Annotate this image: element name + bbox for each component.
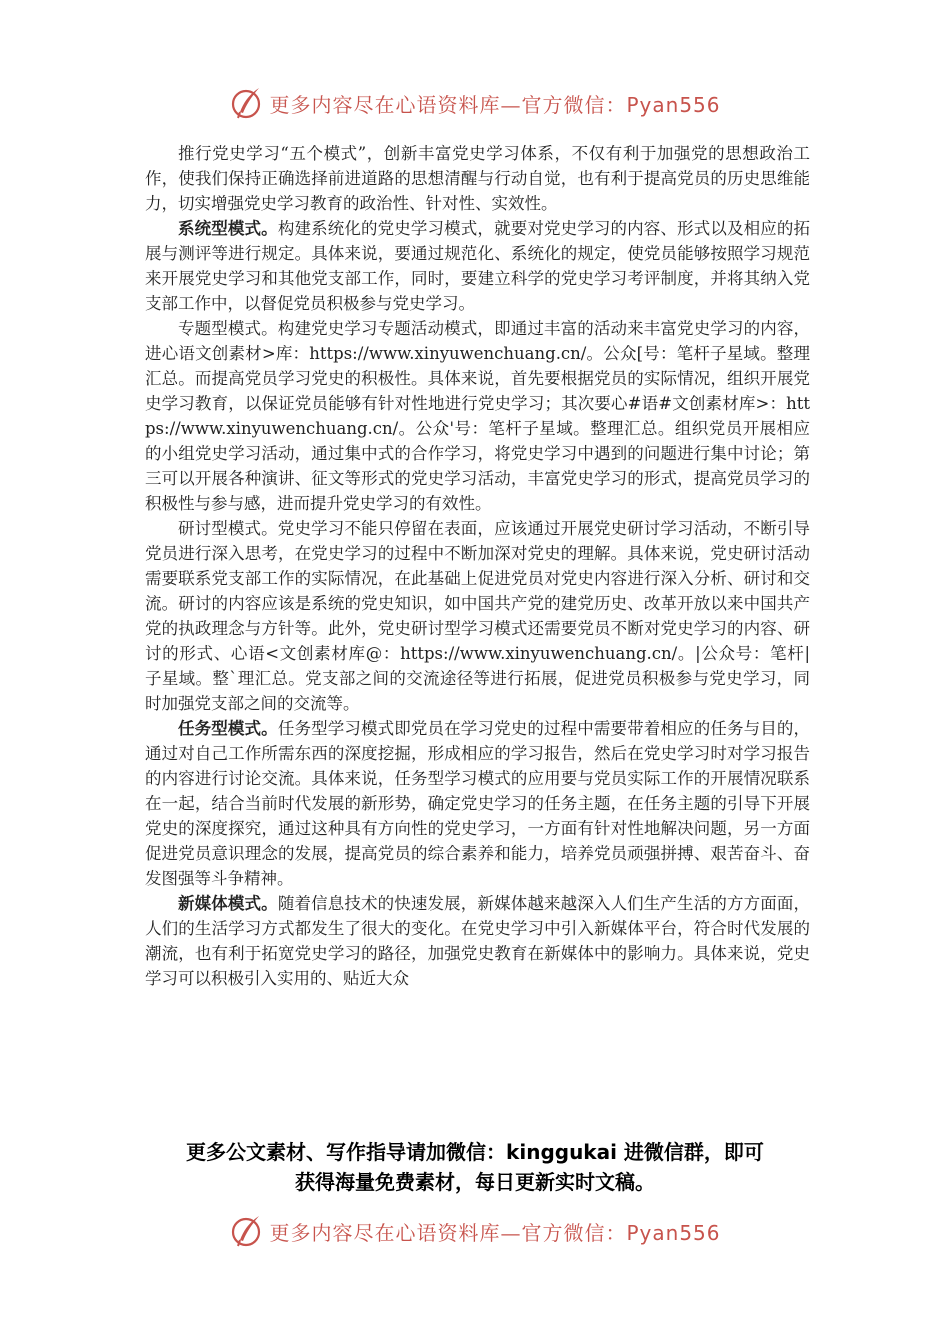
section-lead: 系统型模式。 — [178, 219, 278, 238]
paragraph: 任务型模式。任务型学习模式即党员在学习党史的过程中需要带着相应的任务与目的，通过对自己工作所需东西的深度挖掘，形成相应的学习报告，然后在党史学习时对学习报告的内容进行讨论交流。具体来说，任务型学习模式的应用要与党员实际工作的开展情况联系在一起，结合当前时代发展的新形势，确定党史学习的任务主题，在任务主题的引导下开展党史的深度探究，通过这种具有方向性的党史学习，一方面有针对性地解决问题，另一方面促进党员意识理念的发展，提高党员的综合素养和能力，培养党员顽强拼搏、艰苦奋斗、奋发图强等斗争精神。 — [145, 719, 811, 888]
promo-line: 更多公文素材、写作指导请加微信：kinggukai 进微信群，即可 — [186, 1140, 764, 1164]
promo-line: 获得海量免费素材，每日更新实时文稿。 — [295, 1170, 655, 1194]
footer-banner — [0, 1211, 950, 1251]
paragraph: 专题型模式。构建党史学习专题活动模式，即通过丰富的活动来丰富党史学习的内容，进心语文创素材>库：https://www.xinyuwenchuang.cn/。公众[号：笔杆子星域。整理汇总。而提高党员学习党史的积极性。具体来说，首先要根据党员的实际情况，组织开展党史学习教育，以保证党员能够有针对性地进行党史学习；其次要心#语#文创素材库>：https://www.xinyuwenchuang.cn/。公众'号：笔杆子星域。整理汇总。组织党员开展相应的小组党史学习活动，通过集中式的合作学习，将党史学习中遇到的问题进行集中讨论；第三可以开展各种演讲、征文等形式的党史学习活动，丰富党史学习的形式，提高党员学习的积极性与参与感，进而提升党史学习的有效性。 — [145, 319, 810, 513]
paragraph: 研讨型模式。党史学习不能只停留在表面，应该通过开展党史研讨学习活动，不断引导党员进行深入思考，在党史学习的过程中不断加深对党史的理解。具体来说，党史研讨活动需要联系党支部工作的实际情况，在此基础上促进党员对党史内容进行深入分析、研讨和交流。研讨的内容应该是系统的党史知识，如中国共产党的建党历史、改革开放以来中国共产党的执政理念与方针等。此外，党史研讨型学习模式还需要党员不断对党史学习的内容、研讨的形式、心语<文创素材库@：https://www.xinyuwenchuang.cn/。|公众号：笔杆|子星域。整`理汇总。党支部之间的交流途径等进行拓展，促进党员积极参与党史学习，同时加强党支部之间的交流等。 — [145, 519, 810, 713]
article-body — [145, 141, 810, 991]
paragraph: 系统型模式。构建系统化的党史学习模式，就要对党史学习的内容、形式以及相应的拓展与测评等进行规定。具体来说，要通过规范化、系统化的规定，使党员能够按照学习规范来开展党史学习和其他党支部工作，同时，要建立科学的党史学习考评制度，并将其纳入党支部工作中，以督促党员积极参与党史学习。 — [145, 219, 811, 313]
banner-text: 更多内容尽在心语资料库—官方微信：Pyan556 — [269, 1220, 721, 1245]
banner-text: 更多内容尽在心语资料库—官方微信：Pyan556 — [269, 92, 721, 117]
paragraph: 推行党史学习“五个模式”，创新丰富党史学习体系，不仅有利于加强党的思想政治工作，使我们保持正确选择前进道路的思想清醒与行动自觉，也有利于提高党员的历史思维能力，切实增强党史学习教育的政治性、针对性、实效性。 — [145, 144, 810, 213]
quill-logo-icon — [229, 85, 265, 121]
header-banner — [0, 83, 950, 123]
promo-notice — [0, 1137, 950, 1197]
section-lead: 新媒体模式。 — [178, 894, 278, 913]
paragraph: 新媒体模式。随着信息技术的快速发展，新媒体越来越深入人们生产生活的方方面面，人们的生活学习方式都发生了很大的变化。在党史学习中引入新媒体平台，符合时代发展的潮流，也有利于拓宽党史学习的路径，加强党史教育在新媒体中的影响力。具体来说，党史学习可以积极引入实用的、贴近大众 — [145, 894, 811, 988]
section-lead: 任务型模式。 — [178, 719, 278, 738]
quill-logo-icon — [229, 1213, 265, 1249]
